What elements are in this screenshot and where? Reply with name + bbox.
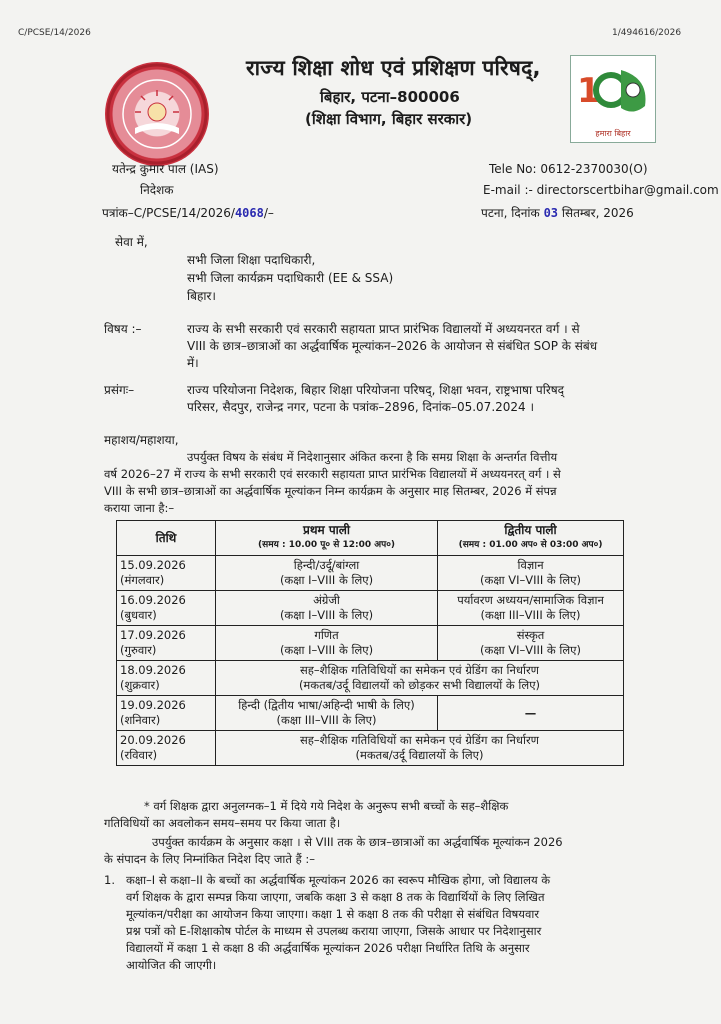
note-line: * वर्ग शिक्षक द्वारा अनुलग्नक–1 में दिये गये निदेश के अनुरूप सभी बच्चों के सह–शैक्षिक xyxy=(144,799,509,813)
telephone-number: Tele No: 0612-2370030(O) xyxy=(489,162,648,176)
second-shift-cell xyxy=(438,591,624,626)
letter-reference xyxy=(102,205,274,222)
class-range: (कक्षा VI–VIII के लिए) xyxy=(480,643,582,657)
reference-prefix: पत्रांक–C/PCSE/14/2026/ xyxy=(102,206,235,220)
director-designation: निदेशक xyxy=(140,183,174,197)
list-item-line: प्रश्न पत्रों को E-शिक्षाकोष पोर्टल के माध्यम से उपलब्ध कराया जाएगा, जिसके आधार पर निदेशानुसार xyxy=(126,924,542,938)
subject-name: पर्यावरण अध्ययन/सामाजिक विज्ञान xyxy=(457,593,604,607)
subject-name: संस्कृत xyxy=(516,628,545,642)
class-range: (कक्षा VI–VIII के लिए) xyxy=(480,573,582,587)
exam-date: 18.09.2026 xyxy=(120,663,186,677)
reference-suffix: /– xyxy=(263,206,274,220)
reference-line: राज्य परियोजना निदेशक, बिहार शिक्षा परियोजना परिषद्, शिक्षा भवन, राष्ट्रभाषा परिषद् xyxy=(187,383,565,397)
director-name: यतेन्द्र कुमार पाल (IAS) xyxy=(112,162,219,176)
subject-line: VIII के छात्र–छात्राओं का अर्द्धवार्षिक मूल्यांकन–2026 के आयोजन से संबंधित SOP के संबंध xyxy=(187,339,598,353)
empty-dash: — xyxy=(524,705,537,720)
second-shift-cell xyxy=(438,556,624,591)
class-range: (कक्षा I–VIII के लिए) xyxy=(279,643,374,657)
date-prefix: पटना, दिनांक xyxy=(481,206,540,220)
date-month-year: सितम्बर, 2026 xyxy=(561,206,634,220)
file-reference-left: C/PCSE/14/2026 xyxy=(18,28,91,38)
instruction-line: के संपादन के लिए निम्नांकित निदेश दिए जाते हैं :– xyxy=(104,852,315,866)
exam-schedule-table xyxy=(116,520,624,766)
table-row xyxy=(117,696,624,731)
class-range: (कक्षा I–VIII के लिए) xyxy=(279,608,374,622)
subject-name: अंग्रेजी xyxy=(313,593,340,607)
reference-line: परिसर, सैदपुर, राजेन्द्र नगर, पटना के पत्रांक–2896, दिनांक–05.07.2024 । xyxy=(187,400,535,414)
body-line: उपर्युक्त विषय के संबंध में निदेशानुसार अंकित करना है कि समग्र शिक्षा के अन्तर्गत वित्तीय xyxy=(187,450,558,464)
exam-date: 17.09.2026 xyxy=(120,628,186,642)
file-reference-right: 1/494616/2026 xyxy=(612,28,682,38)
instruction-line: उपर्युक्त कार्यक्रम के अनुसार कक्षा । से VIII तक के छात्र–छात्राओं का अर्द्धवार्षिक मूल्यांकन 2026 xyxy=(152,835,563,849)
table-row xyxy=(117,556,624,591)
exam-date: 19.09.2026 xyxy=(120,698,186,712)
date-cell xyxy=(117,626,216,661)
activity-title: सह–शैक्षिक गतिविधियों का समेकन एवं ग्रेडिंग का निर्धारण xyxy=(300,663,539,677)
header-date: तिथि xyxy=(117,521,216,556)
subject-name: हिन्दी/उर्दू/बांग्ला xyxy=(293,558,360,572)
second-shift-cell xyxy=(438,626,624,661)
hamara-bihar-logo xyxy=(570,55,656,143)
svg-text:1: 1 xyxy=(577,71,601,111)
body-line: VIII के सभी छात्र–छात्राओं का अर्द्धवार्षिक मूल्यांकन निम्न कार्यक्रम के अनुसार माह सितम्बर, 2026 में संपन्न xyxy=(104,484,557,498)
exam-date: 20.09.2026 xyxy=(120,733,186,747)
subject-name: गणित xyxy=(314,628,339,642)
date-cell xyxy=(117,696,216,731)
note-line: गतिविधियों का अवलोकन समय–समय पर किया जाता है। xyxy=(104,816,341,830)
exam-date: 16.09.2026 xyxy=(120,593,186,607)
subject-name: हिन्दी (द्वितीय भाषा/अहिन्दी भाषी के लिए) xyxy=(238,698,415,712)
list-item-line: वर्ग शिक्षक के द्वारा सम्पन्न किया जाएगा, जबकि कक्षा 3 से कक्षा 8 तक के विद्यार्थियों के लिए लिखित xyxy=(126,890,545,904)
second-shift-label: द्वितीय पाली xyxy=(504,523,557,537)
body-line: कराया जाना है:– xyxy=(104,501,175,515)
first-shift-cell xyxy=(216,556,438,591)
merged-activity-cell xyxy=(216,731,624,766)
organization-address: बिहार, पटना–800006 xyxy=(320,88,460,106)
first-shift-cell xyxy=(216,626,438,661)
list-item-line: कक्षा–I से कक्षा–II के बच्चों का अर्द्धवार्षिक मूल्यांकन 2026 का स्वरूप मौखिक होगा, जो विद्यालय के xyxy=(126,873,551,887)
exam-day: (शनिवार) xyxy=(120,713,161,727)
salutation: महाशय/महाशया, xyxy=(104,433,179,447)
addressee-line: बिहार। xyxy=(187,289,216,303)
activity-scope: (मकतब/उर्दू विद्यालयों को छोड़कर सभी विद्यालयों के लिए) xyxy=(298,678,541,692)
class-range: (कक्षा III–VIII के लिए) xyxy=(276,713,377,727)
first-shift-cell xyxy=(216,696,438,731)
addressee-label: सेवा में, xyxy=(115,235,148,249)
letter-date xyxy=(481,205,634,222)
date-cell xyxy=(117,556,216,591)
subject-label: विषय :– xyxy=(104,322,142,336)
date-cell xyxy=(117,591,216,626)
handwritten-reference-number: 4068 xyxy=(234,206,264,220)
subject-name: विज्ञान xyxy=(517,558,544,572)
activity-scope: (मकतब/उर्दू विद्यालयों के लिए) xyxy=(355,748,484,762)
class-range: (कक्षा III–VIII के लिए) xyxy=(480,608,581,622)
subject-line: में। xyxy=(187,356,199,370)
exam-day: (शुक्रवार) xyxy=(120,678,160,692)
handwritten-date-day: 03 xyxy=(543,206,559,220)
second-shift-cell xyxy=(438,696,624,731)
header-first-shift xyxy=(216,521,438,556)
exam-date: 15.09.2026 xyxy=(120,558,186,572)
addressee-line: सभी जिला शिक्षा पदाधिकारी, xyxy=(187,253,316,267)
scert-emblem-logo xyxy=(105,62,209,166)
exam-day: (गुरुवार) xyxy=(120,643,157,657)
subject-line: राज्य के सभी सरकारी एवं सरकारी सहायता प्राप्त प्रारंभिक विद्यालयों में अध्ययनरत वर्ग । से xyxy=(187,322,580,336)
merged-activity-cell xyxy=(216,661,624,696)
email-address: E-mail :- directorscertbihar@gmail.com xyxy=(483,183,719,197)
activity-title: सह–शैक्षिक गतिविधियों का समेकन एवं ग्रेडिंग का निर्धारण xyxy=(300,733,539,747)
table-row xyxy=(117,591,624,626)
class-range: (कक्षा I–VIII के लिए) xyxy=(279,573,374,587)
reference-label: प्रसंगः– xyxy=(104,383,135,397)
second-shift-time: (समय : 01.00 अप० से 03:00 अप०) xyxy=(458,540,603,550)
first-shift-time: (समय : 10.00 पू० से 12:00 अप०) xyxy=(258,540,396,550)
date-cell xyxy=(117,661,216,696)
table-row xyxy=(117,731,624,766)
organization-department: (शिक्षा विभाग, बिहार सरकार) xyxy=(305,110,473,128)
header-second-shift xyxy=(438,521,624,556)
table-row xyxy=(117,661,624,696)
body-line: वर्ष 2026–27 में राज्य के सभी सरकारी एवं सरकारी सहायता प्राप्त प्रारंभिक विद्यालयों में अध्ययनरत् वर्ग । से xyxy=(104,467,561,481)
first-shift-label: प्रथम पाली xyxy=(303,523,351,537)
list-item-line: आयोजित की जाएगी। xyxy=(126,958,217,972)
first-shift-cell xyxy=(216,591,438,626)
date-cell xyxy=(117,731,216,766)
organization-title: राज्य शिक्षा शोध एवं प्रशिक्षण परिषद्, xyxy=(246,56,541,80)
table-row xyxy=(117,626,624,661)
list-number: 1. xyxy=(104,873,115,887)
exam-day: (बुधवार) xyxy=(120,608,157,622)
table-header-row xyxy=(117,521,624,556)
exam-day: (मंगलवार) xyxy=(120,573,165,587)
list-item-line: विद्यालयों में कक्षा 1 से कक्षा 8 की अर्द्धवार्षिक मूल्यांकन 2026 परीक्षा निर्धारित तिथि के अनुसार xyxy=(126,941,530,955)
addressee-line: सभी जिला कार्यक्रम पदाधिकारी (EE & SSA) xyxy=(187,271,394,285)
exam-day: (रविवार) xyxy=(120,748,158,762)
list-item-line: मूल्यांकन/परीक्षा का आयोजन किया जाएगा। कक्षा 1 से कक्षा 8 तक की परीक्षा से संबंधित विषयवार xyxy=(126,907,540,921)
logo-caption: हमारा बिहार xyxy=(595,129,631,138)
